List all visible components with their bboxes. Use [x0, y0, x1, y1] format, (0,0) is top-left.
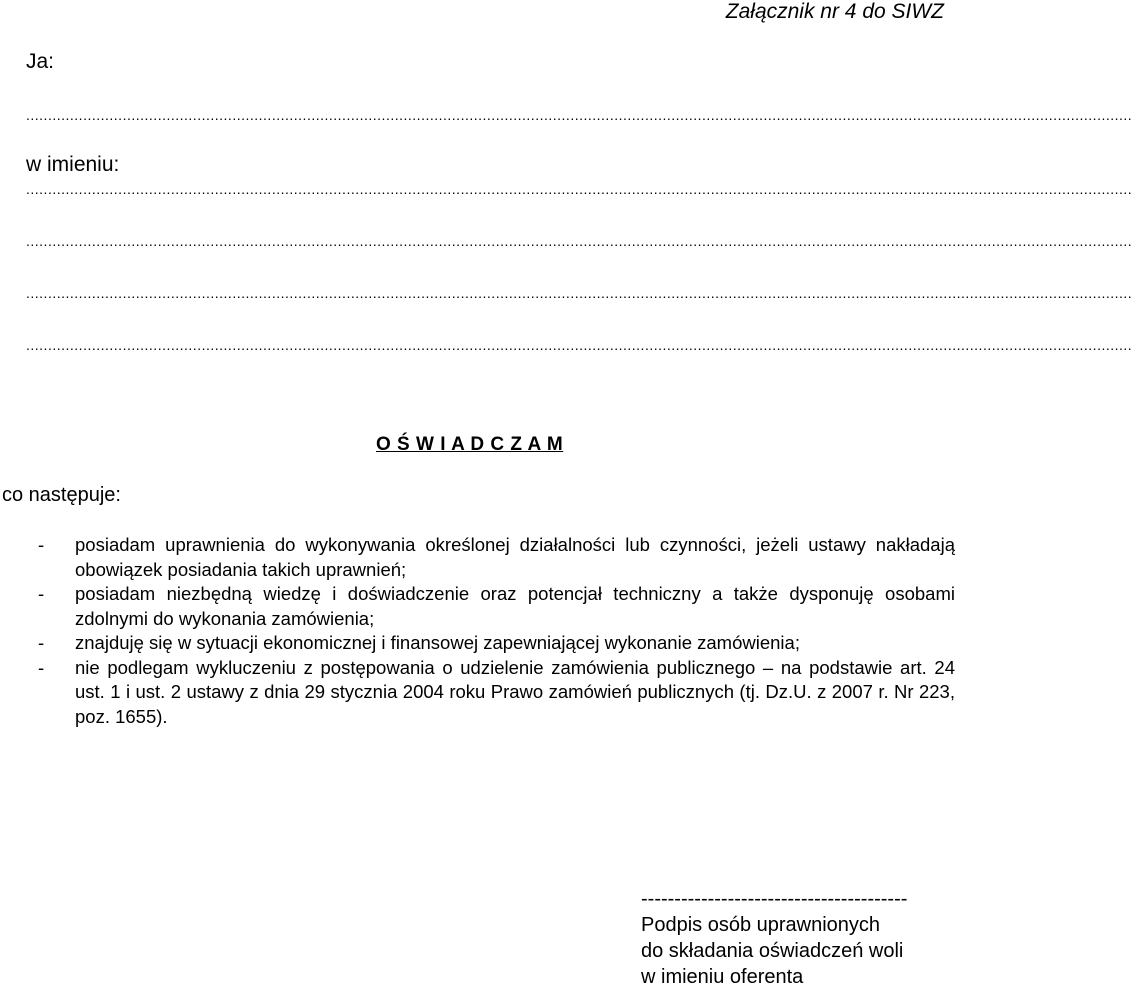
declaration-title: O Ś W I A D C Z A M	[376, 434, 564, 455]
list-item-text: posiadam niezbędną wiedzę i doświadczenie oraz potencjał techniczny a także dysponuję osobami zdolnymi do wykonania zamówienia;	[75, 583, 955, 629]
dotted-line-name: ............................................................................................................................................................................................................................................................	[26, 107, 1132, 123]
signature-line: ----------------------------------------	[641, 888, 908, 910]
list-item	[38, 582, 955, 631]
signature-caption-1: Podpis osób uprawnionych	[641, 914, 881, 936]
dotted-line-company-2: ............................................................................................................................................................................................................................................................	[26, 233, 1132, 249]
declaration-intro: co następuje:	[2, 484, 121, 506]
list-item	[38, 656, 955, 730]
signature-block	[641, 886, 907, 990]
list-item	[38, 533, 955, 582]
list-bullet: -	[38, 632, 45, 653]
declaration-list	[38, 533, 955, 729]
dotted-line-company-3: ............................................................................................................................................................................................................................................................	[26, 285, 1132, 301]
list-item-text: posiadam uprawnienia do wykonywania określonej działalności lub czynności, jeżeli ustawy nakładają obowiązek posiadania takich uprawnień;	[75, 534, 955, 580]
me-label: Ja:	[26, 50, 55, 73]
list-bullet: -	[38, 656, 45, 678]
annex-number: Załącznik nr 4 do SIWZ	[725, 0, 944, 23]
dotted-line-company-4: ............................................................................................................................................................................................................................................................	[26, 337, 1132, 353]
list-bullet: -	[38, 583, 45, 604]
list-item-text: znajduję się w sytuacji ekonomicznej i finansowej zapewniającej wykonanie zamówienia;	[75, 632, 800, 653]
signature-caption-3: w imieniu oferenta	[641, 966, 804, 988]
list-bullet: -	[38, 534, 45, 555]
on-behalf-label: w imieniu:	[26, 153, 120, 176]
dotted-line-company-1: ............................................................................................................................................................................................................................................................	[26, 181, 1132, 197]
list-item-text: nie podlegam wykluczeniu z postępowania o udzielenie zamówienia publicznego – na podstawie art. 24 ust. 1 i ust. 2 ustawy z dnia 29 stycznia 2004 roku Prawo zamówień publicznych (tj. Dz.U. z 2007 r. Nr 223, poz. 1655).	[75, 656, 955, 727]
list-item	[38, 631, 955, 656]
signature-caption-2: do składania oświadczeń woli	[641, 940, 904, 962]
